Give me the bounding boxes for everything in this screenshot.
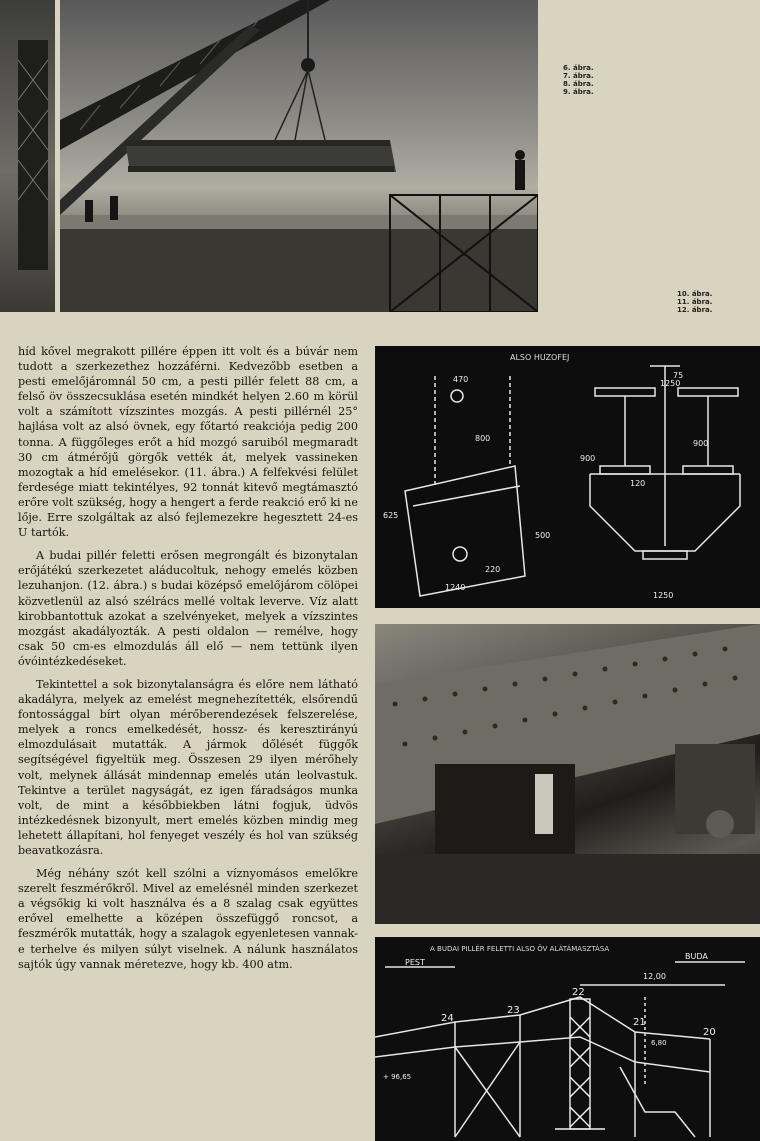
paragraph: Még néhány szót kell szólni a víznyomásos emelőkre szerelt feszmérőkről. Mivel az emelésnél minden szerkezet a végsőkig ki volt használva és a 8 szalag csak együttes erővel emelhette a középen összefüggő roncsot, a feszmérők mutatták, hogy a szalagok egyenletesen vannak-e terhelve és milyen súlyt viselnek. A nálunk használatos sajtók úgy vannak méretezve, hogy kb. 400 atm.	[18, 867, 358, 971]
support-tower	[555, 999, 605, 1129]
paragraph: A budai pillér feletti erősen megrongált és bizonytalan erőjátékú szerkezetet aláducoltuk, nehogy emelés közben lezuhanjon. (12. ábra.) s budai középső emelőjárom cölöpei közvetlenül az alsó szélrács mellé voltak leverve. Víz alatt kirobbantottuk azokat a szelvényeket, melyek a vízszintes mozgást akadályozták. A pesti oldalon — remélve, hogy csak 50 cm-es elmozdulás áll elő — nem tettünk ilyen óvóintézkedéseket.	[18, 549, 358, 668]
riveted-girder-drawing	[375, 624, 760, 924]
diagram-span-label: 12,00	[643, 972, 666, 981]
dimension-label: 900	[693, 439, 709, 448]
figure-label: 12. ábra.	[677, 306, 713, 314]
dimension-label: 75	[673, 371, 684, 380]
blueprint-lower-tension-head	[375, 346, 760, 608]
dimension-label: 220	[485, 565, 501, 574]
figure-label: 9. ábra.	[563, 88, 594, 96]
dimension-label: 120	[630, 479, 646, 488]
photo-riveted-girder-roller	[375, 624, 760, 924]
dimension-label: 1250	[653, 591, 674, 600]
photo-scaffold-left	[0, 0, 55, 312]
dimension-label: 1250	[660, 379, 681, 388]
diagram-buda-pier-support	[375, 937, 760, 1141]
node-label: 24	[441, 1013, 454, 1024]
article-text-column	[18, 344, 358, 980]
figure-label-list-top	[563, 64, 594, 96]
figure-label: 6. ábra.	[563, 64, 594, 72]
scaffold-left-drawing	[0, 0, 55, 312]
dimension-label: 1240	[445, 583, 466, 592]
figure-label: 7. ábra.	[563, 72, 594, 80]
blueprint-title: ALSO HUZOFEJ	[510, 353, 570, 362]
paragraph: híd kővel megrakott pillére éppen itt volt és a búvár nem tudott a szerkezethez hozzáférni. Kedvezőbb esetben a pesti emelőjáromnál 50 cm, a pesti pillér felett 88 cm, a felső öv összecsuklása esetén mindkét helyen 2.60 m körül volt a számított vízszintes mozgás. A pesti pillérnél 25° hajlása volt az alsó övnek, egy főtartó reakciója pedig 200 tonna. A függőleges erőt a híd mozgó saruiból megmaradt 30 cm átmérőjű görgők vették át, melyek vassineken mozogtak a híd emelésekor. (11. ábra.) A felfekvési felület ferdesége miatt tekintélyes, 92 tonnát kitevő megtámasztó erőre volt szükség, hogy a hengert a ferde reakció erő ki ne lője. Erre szolgáltak az alsó fejlemezekre hegesztett 24-es U tartók.	[18, 345, 358, 540]
node-label: 21	[633, 1017, 646, 1028]
figure-label-list-bottom	[677, 290, 712, 314]
diagram-left-label: PEST	[405, 958, 425, 967]
figure-label: 10. ábra.	[677, 290, 713, 298]
node-label: 22	[572, 987, 585, 998]
diagram-title: A BUDAI PILLÉR FELETTI ALSO ÖV ALÁTÁMASZTÁSA	[430, 945, 610, 953]
diagram-right-label: BUDA	[685, 952, 708, 961]
dimension-label: 470	[453, 375, 469, 384]
height-label: 6,80	[651, 1039, 667, 1047]
level-label: + 96,65	[383, 1073, 412, 1081]
dimension-label: 500	[535, 531, 551, 540]
dimension-label: 625	[383, 511, 399, 520]
blueprint-drawing	[375, 346, 760, 608]
dimension-label: 900	[580, 454, 596, 463]
paragraph: Tekintettel a sok bizonytalanságra és előre nem látható akadályra, melyek az emelést megnehezítették, elsőrendű fontossággal bírt olyan mérőberendezések felszerelése, melyek a roncs emelkedését, hossz- és keresztirányú elmozdulásait mutatták. A jármok dőlését függők segítségével figyeltük meg. Összesen 29 ilyen mérőhely volt, melynek állását mindennap emelés után leolvastuk. Tekintve a terület nagyságát, ez igen fáradságos munka volt, de mint a későbbiekben látni fogjuk, üdvös intézkedésnek bizonyult, mert emelés közben mindig meg lehetett állapítani, hol fenyeget veszély és hol van szükség beavatkozásra.	[18, 677, 358, 857]
node-label: 20	[703, 1027, 716, 1038]
support-diagram-drawing	[375, 937, 760, 1141]
dimension-label: 800	[475, 434, 491, 443]
node-label: 23	[507, 1005, 520, 1016]
figure-label: 11. ábra.	[677, 298, 713, 306]
crane-scene-drawing	[60, 0, 538, 312]
photo-crane-lifting-girder	[60, 0, 538, 312]
figure-label: 8. ábra.	[563, 80, 594, 88]
